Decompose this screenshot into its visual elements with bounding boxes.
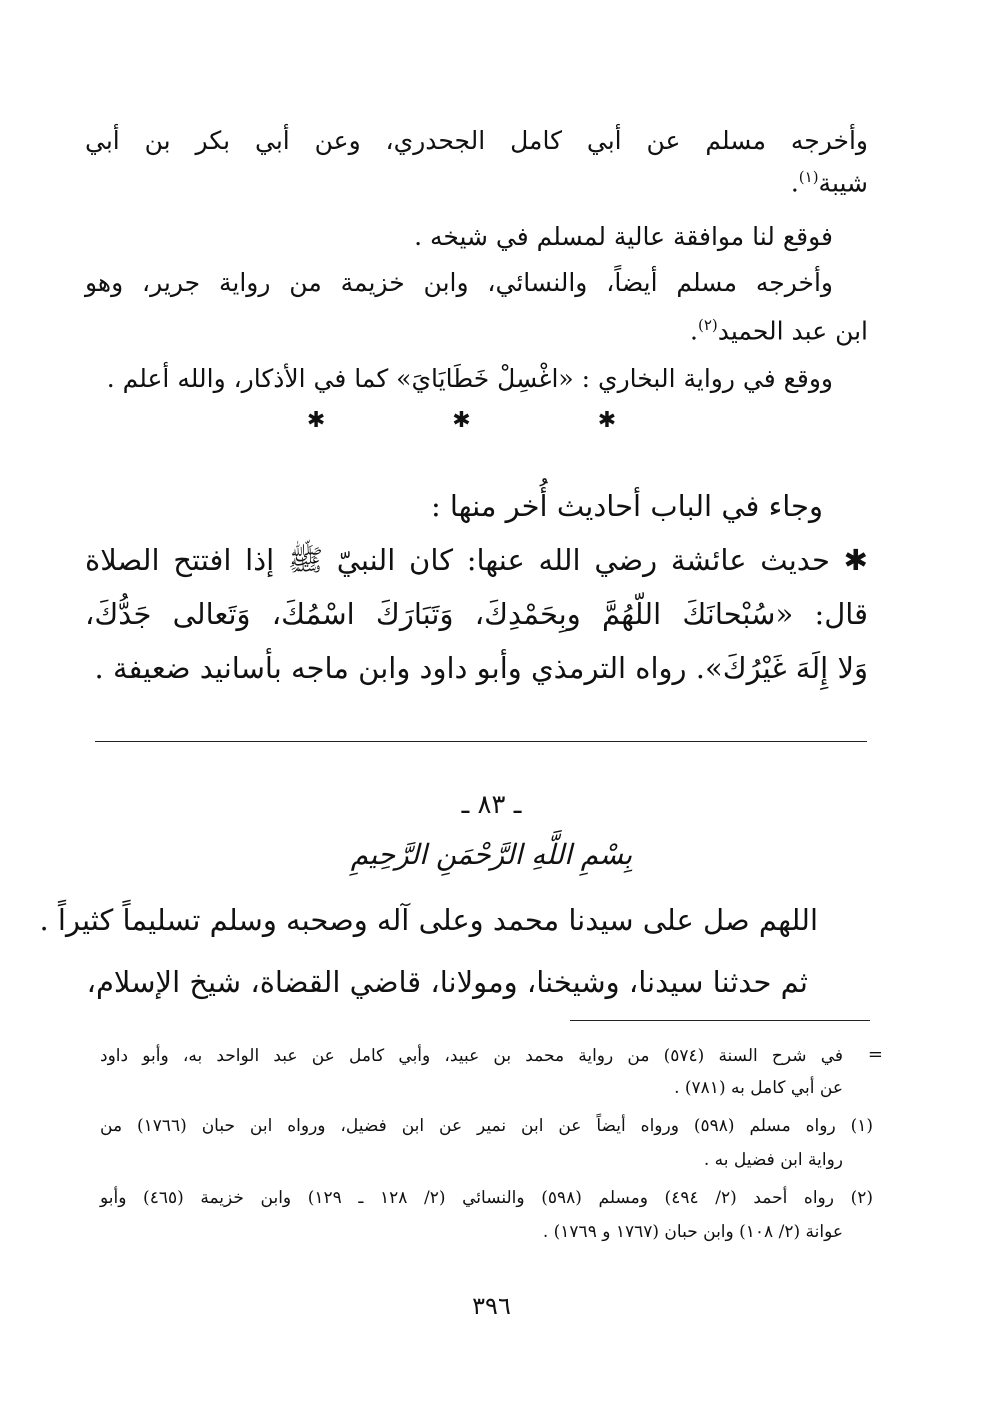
- paragraph2: فوقع لنا موافقة عالية لمسلم في شيخه .: [414, 222, 833, 251]
- prayer-line: اللهم صل على سيدنا محمد وعلى آله وصحبه وسلم تسليماً كثيراً .: [39, 903, 818, 937]
- paragraph3-end: .: [690, 316, 698, 346]
- page-number: ٣٩٦: [472, 1292, 511, 1320]
- footnote-continuation-marker: =: [867, 1044, 883, 1065]
- section-intro: وجاء في الباب أحاديث أُخر منها :: [430, 489, 823, 523]
- footnote-ref-1: (١): [798, 168, 819, 186]
- section-divider: [95, 741, 867, 742]
- paragraph1-text: شيبة: [818, 168, 868, 198]
- basmala: بِسْمِ اللَّهِ الرَّحْمَنِ الرَّحِيمِ: [350, 838, 633, 871]
- paragraph1-line2: [85, 160, 868, 200]
- paragraph3-line1: وأخرجه مسلم أيضاً، والنسائي، وابن خزيمة من رواية جرير، وهو: [85, 268, 833, 297]
- footnote-cont-line2: عن أبي كامل به (٧٨١) .: [674, 1078, 843, 1098]
- hadith-line2: قال: «سُبْحانَكَ اللّهُمَّ وبِحَمْدِكَ، وَتَبَارَكَ اسْمُكَ، وَتَعالى جَدُّكَ،: [85, 597, 868, 631]
- paragraph1-end: .: [790, 168, 799, 198]
- footnote-cont-line1: في شرح السنة (٥٧٤) من رواية محمد بن عبيد، وأبي كامل عن عبد الواحد به، وأبو داود: [100, 1046, 843, 1066]
- section-number: ـ ٨٣ ـ: [461, 790, 522, 820]
- footnote-ref-2: (٢): [697, 316, 718, 334]
- hadith-line3: وَلا إِلَهَ غَيْرُكَ». رواه الترمذي وأبو داود وابن ماجه بأسانيد ضعيفة .: [94, 651, 868, 685]
- paragraph1-line1: وأخرجه مسلم عن أبي كامل الجحدري، وعن أبي بكر بن أبي: [85, 126, 868, 155]
- paragraph4: ووقع في رواية البخاري : «اغْسِلْ خَطَايَايَ» كما في الأذكار، والله أعلم .: [106, 364, 833, 393]
- paragraph3-line2: [85, 308, 868, 348]
- hadith-line1: ✱ حديث عائشة رضي الله عنها: كان النبيّ ﷺ إذا افتتح الصلاة: [85, 543, 868, 577]
- footnote2-line2: عوانة (٢/ ١٠٨) وابن حبان (١٧٦٧ و ١٧٦٩) .: [542, 1222, 843, 1242]
- footnote2-line1: (٢) رواه أحمد (٢/ ٤٩٤) ومسلم (٥٩٨) والنسائي (٢/ ١٢٨ ـ ١٢٩) وابن خزيمة (٤٦٥) وأبو: [100, 1188, 873, 1208]
- continuation-line: ثم حدثنا سيدنا، وشيخنا، ومولانا، قاضي القضاة، شيخ الإسلام،: [86, 965, 808, 999]
- footnote1-line2: رواية ابن فضيل به .: [703, 1150, 843, 1170]
- separator-stars: ✱ ✱ ✱: [306, 408, 677, 433]
- paragraph3-text: ابن عبد الحميد: [717, 316, 868, 346]
- footnote-divider: [570, 1020, 870, 1021]
- footnote1-line1: (١) رواه مسلم (٥٩٨) ورواه أيضاً عن ابن نمير عن ابن فضيل، ورواه ابن حبان (١٧٦٦) من: [100, 1116, 873, 1136]
